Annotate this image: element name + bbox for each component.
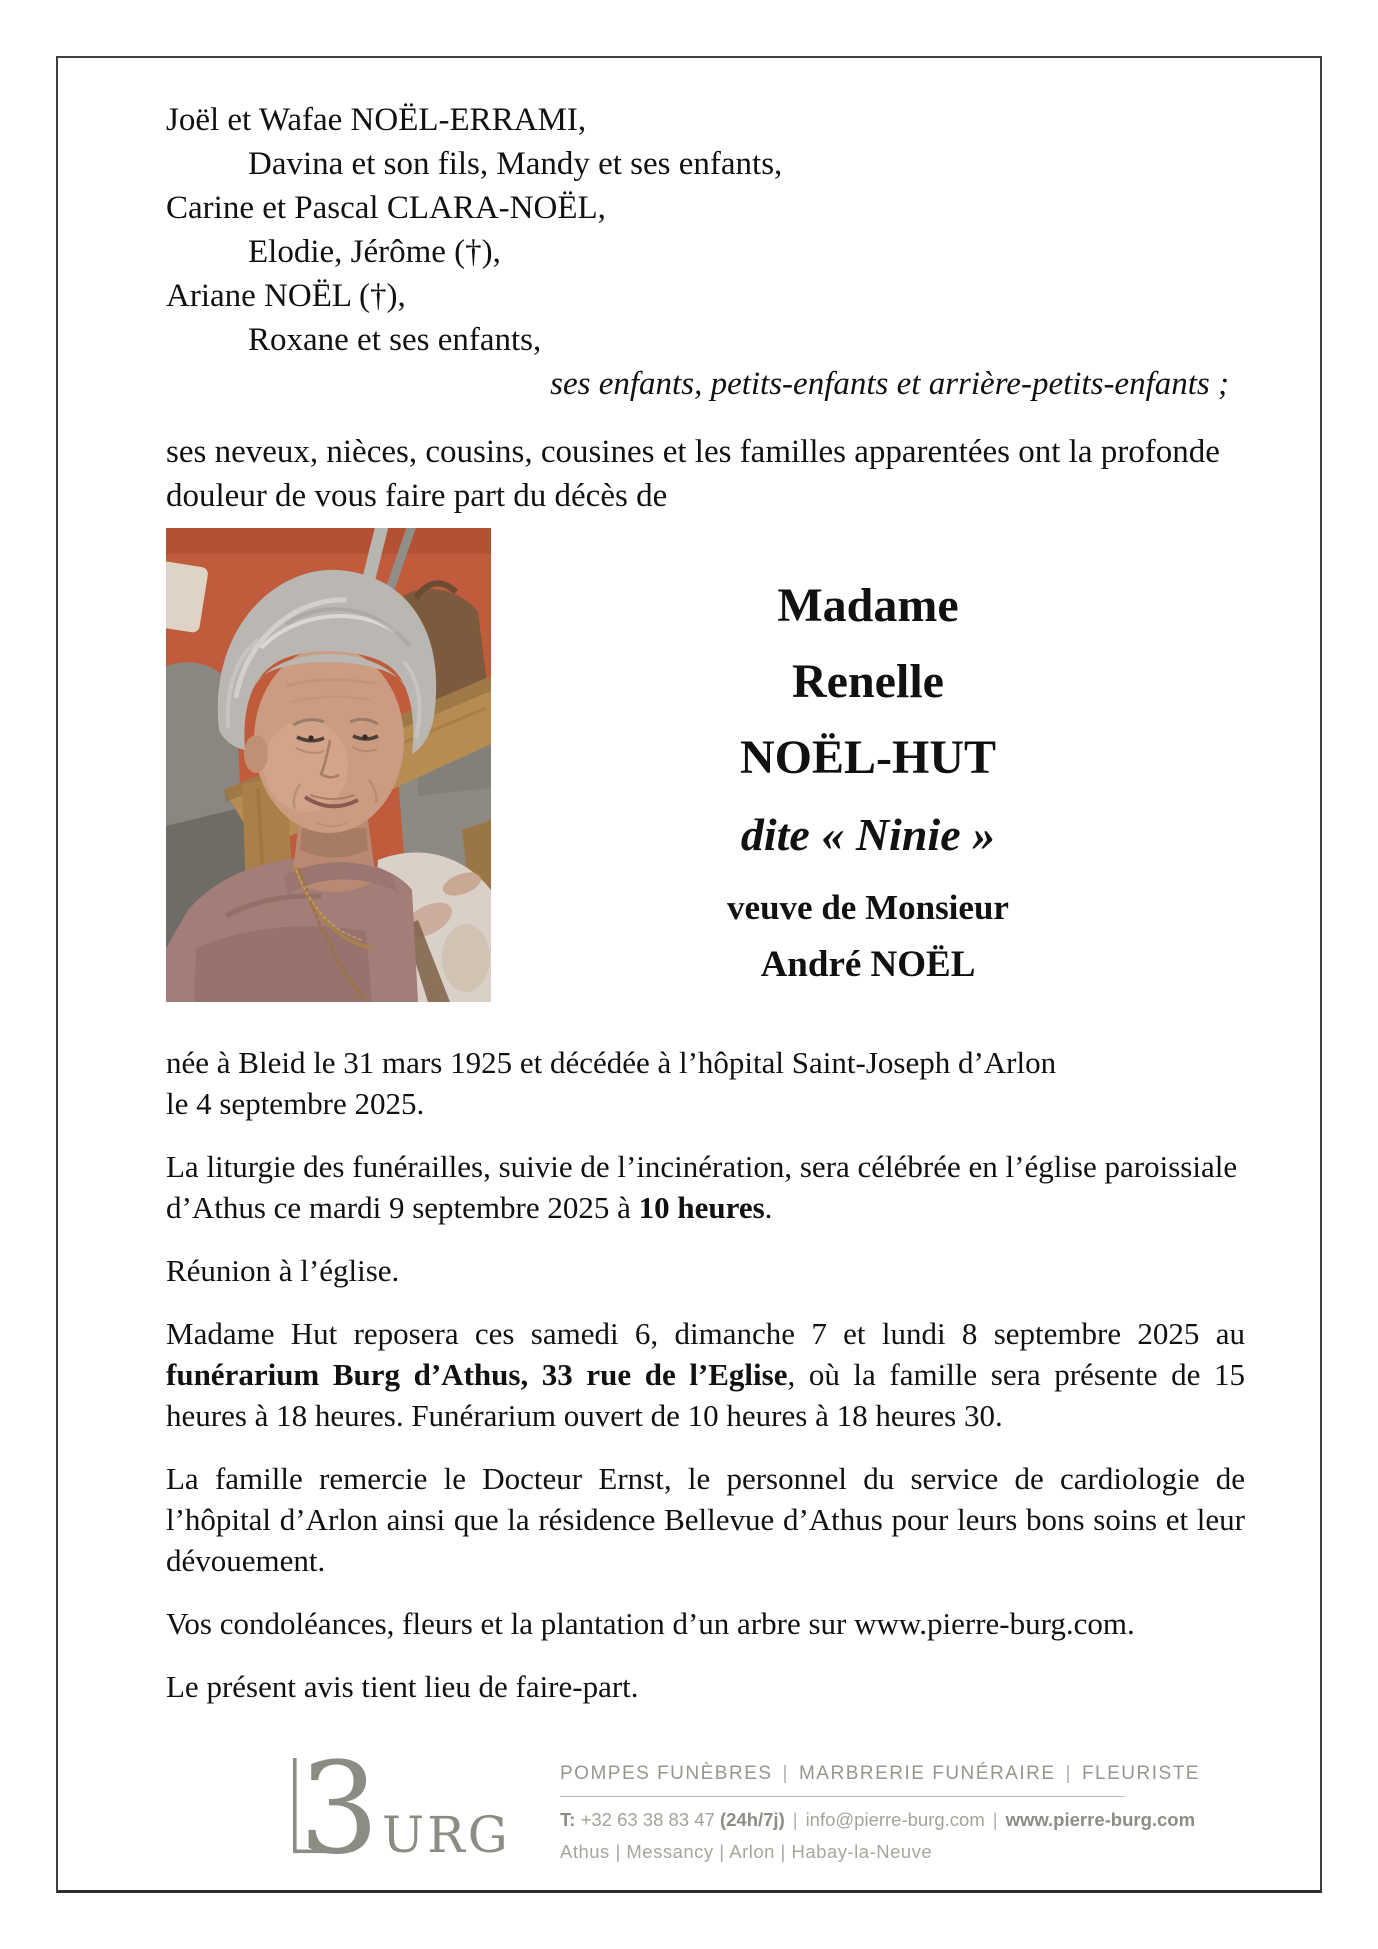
pipe-separator: | xyxy=(792,1809,798,1830)
services-line xyxy=(560,1763,1200,1785)
service-item: POMPES FUNÈBRES xyxy=(560,1763,773,1784)
birth-line: née à Bleid le 31 mars 1925 et décédée à l’hôpital Saint-Joseph d’Arlon xyxy=(166,1045,1057,1080)
service-item: MARBRERIE FUNÉRAIRE xyxy=(798,1763,1056,1784)
contact-line xyxy=(560,1809,1196,1831)
phone-hours: (24h/7j) xyxy=(719,1809,785,1830)
spouse-name: André NOËL xyxy=(760,944,976,985)
phone-number: +32 63 38 83 47 xyxy=(580,1809,715,1830)
family-line: Ariane NOËL (†), xyxy=(166,278,406,314)
repose-paragraph xyxy=(166,1313,1245,1436)
email-address: info@pierre-burg.com xyxy=(805,1809,985,1830)
family-line: Davina et son fils, Mandy et ses enfants, xyxy=(248,146,783,182)
deceased-first-name: Renelle xyxy=(792,655,944,708)
intro-line: ses neveux, nièces, cousins, cousines et les familles apparentées ont la profonde xyxy=(166,434,1220,470)
funeral-home-footer xyxy=(166,1755,1245,1863)
intro-paragraph xyxy=(166,430,1245,518)
phone-label: T: xyxy=(560,1809,576,1830)
hero-section xyxy=(166,528,1245,1002)
condolences-paragraph: Vos condoléances, fleurs et la plantation d’un arbre sur www.pierre-burg.com. xyxy=(166,1606,1135,1641)
liturgy-line xyxy=(166,1187,1245,1228)
family-line: Carine et Pascal CLARA-NOËL, xyxy=(166,190,606,226)
page-frame xyxy=(56,56,1322,1893)
deceased-last-name: NOËL-HUT xyxy=(739,731,997,784)
death-date-line: le 4 septembre 2025. xyxy=(166,1086,425,1121)
liturgy-time: 10 heures xyxy=(638,1190,765,1225)
body-text xyxy=(166,1042,1245,1707)
descendants-line: ses enfants, petits-enfants et arrière-petits-enfants ; xyxy=(550,366,1229,402)
family-names xyxy=(166,98,1245,406)
portrait-illustration xyxy=(166,528,491,1002)
logo-b-bar xyxy=(293,1758,297,1853)
service-item: FLEURISTE xyxy=(1081,1763,1200,1784)
website-url: www.pierre-burg.com xyxy=(1005,1809,1196,1830)
intro-line: douleur de vous faire part du décès de xyxy=(166,478,668,514)
repose-text: , où la famille sera présente de 15 heures à 18 heures. Funérarium ouvert de 10 heures à 18 heures 30. xyxy=(166,1357,1245,1433)
pipe-separator: | xyxy=(1065,1763,1072,1784)
family-line: Roxane et ses enfants, xyxy=(248,322,542,358)
thanks-paragraph: La famille remercie le Docteur Ernst, le personnel du service de cardiologie de l’hôpital d’Arlon ainsi que la résidence Bellevue d’Athus pour leurs bons soins et leur dévouement. xyxy=(166,1461,1245,1578)
footer-info xyxy=(560,1755,1200,1863)
burg-logo xyxy=(286,1755,516,1857)
family-line: Elodie, Jérôme (†), xyxy=(248,234,501,270)
birth-death-paragraph xyxy=(166,1042,1245,1124)
funeral-home-address: funérarium Burg d’Athus, 33 rue de l’Eglise xyxy=(166,1357,788,1392)
deceased-title: Madame xyxy=(777,579,959,632)
logo-letters: URG xyxy=(382,1806,511,1857)
deceased-name-block xyxy=(491,528,1245,1002)
liturgy-text: d’Athus ce mardi 9 septembre 2025 à xyxy=(166,1190,639,1225)
pipe-separator: | xyxy=(992,1809,998,1830)
portrait-photo xyxy=(166,528,491,1002)
cities-line: Athus | Messancy | Arlon | Habay-la-Neuve xyxy=(560,1841,933,1862)
pipe-separator: | xyxy=(782,1763,789,1784)
reunion-paragraph: Réunion à l’église. xyxy=(166,1253,400,1288)
logo-3: 3 xyxy=(299,1755,380,1857)
notice-paragraph: Le présent avis tient lieu de faire-part. xyxy=(166,1669,639,1704)
repose-text: Madame Hut reposera ces samedi 6, dimanche 7 et lundi 8 septembre 2025 au xyxy=(166,1316,1245,1351)
burg-logo-graphic xyxy=(286,1755,516,1857)
liturgy-paragraph xyxy=(166,1146,1245,1228)
widow-line: veuve de Monsieur xyxy=(727,888,1009,927)
family-line: Joël et Wafae NOËL-ERRAMI, xyxy=(166,102,587,138)
footer-divider xyxy=(560,1796,1125,1797)
liturgy-period: . xyxy=(764,1190,773,1225)
deceased-nickname: dite « Ninie » xyxy=(740,809,996,860)
liturgy-line: La liturgie des funérailles, suivie de l’incinération, sera célébrée en l’église paroissiale xyxy=(166,1149,1238,1184)
